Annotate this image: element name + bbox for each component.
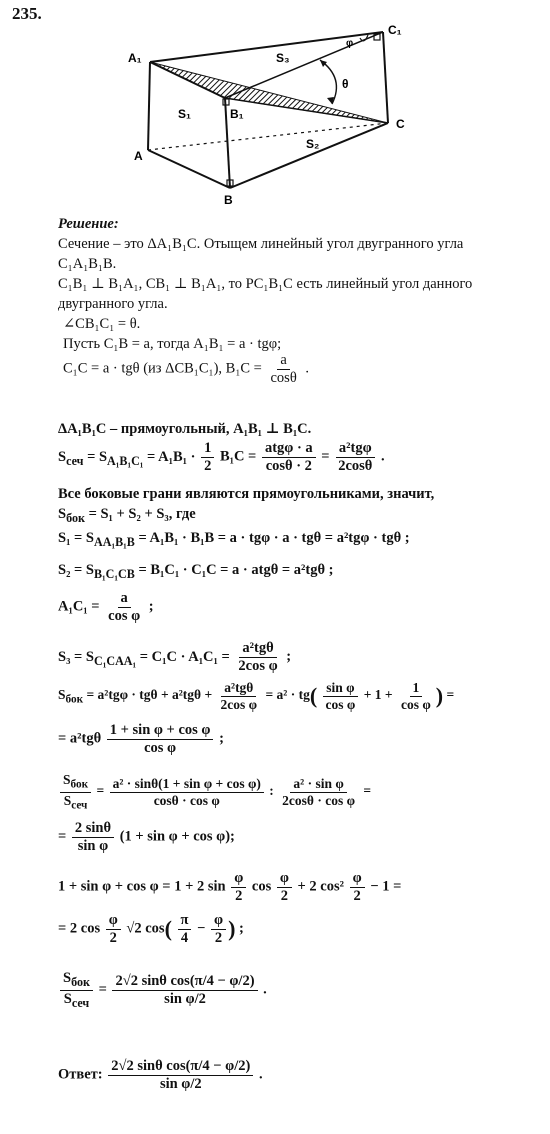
line-21: = 2 cos $\frac{\varphi}{2}$ √2 cos( $\frac{\pi}{4}$ − $\frac{\varphi}{2}$ ) ; [58,912,244,946]
line-7: C₁C = a · tgθ (из ΔCB₁C₁), B₁C = $\frac{a}{\cos\theta}$ . [63,352,310,386]
line-9: $S_{сеч} = S_{A_1B_1C_1} = A_1B_1$ · $\frac{1}{2}$ B₁C = $\frac{\text{atgφ · a}}{\cos\theta \cdot 2}$ = $\frac{\text{a²tgφ}}{2\cos\theta}$ . [58,440,385,474]
line-9-text: $S_{сеч} = S_{A_1B_1C_1} = A_1B_1$ · [58,448,196,468]
edge-b-c [230,123,388,188]
label-c1: C₁ [388,23,402,37]
label-a: A [134,149,143,163]
label-theta: θ [342,77,349,91]
label-s3: S₃ [276,51,290,65]
answer-label: Ответ: [58,1066,103,1083]
edge-a-b [148,150,230,188]
problem-number: 235. [12,4,42,23]
line-10: Все боковые грани являются прямоугольниками, значит, [58,486,435,502]
label-c: C [396,117,405,131]
edge-a1-a [148,62,150,150]
line-15: $S_3 = S_{C_1CAA_1} = C_1C \cdot A_1C_1$ = $\frac{\text{a²tgθ}}{\text{2cos φ}}$ ; [58,640,292,674]
solution-heading: Решение: [58,216,119,232]
line-20: 1 + sin φ + cos φ = 1 + 2 sin $\frac{\varphi}{2}$ cos $\frac{\varphi}{2}$ + 2 cos² $\frac{\varphi}{2}$ − 1 = [58,870,402,904]
label-phi: φ [346,38,354,49]
label-a1: A₁ [128,51,142,65]
line-19: = $\frac{2 \sin\theta}{\text{sin φ}}$ (1 + sin φ + cos φ); [58,820,235,854]
line-16: $S_{бок} = a^2tg\varphi \cdot tg\theta + a^2tg\theta$ + $\frac{\text{a²tgθ}}{\text{2cos φ}}$ = a² · tg( $\frac{\text{sin φ}}{\text{cos φ}}$ + 1 + $\frac{1}{\text{cos φ}}$ ) = [58,680,455,712]
line-14: A₁C₁ = $\frac{a}{\text{cos φ}}$ ; [58,590,154,624]
line-7-text: C₁C = a · tgθ (из ΔCB₁C₁), B₁C = [63,360,262,377]
edge-a-c-hidden [148,123,388,150]
line-8: ΔA₁B₁C – прямоугольный, A₁B₁ ⊥ B₁C. [58,421,312,437]
line-12: $S_1 = S_{AA_1B_1B} = A_1B_1 \cdot B_1B = a \cdot tg\varphi \cdot a \cdot tg\theta = a^2tg\varphi \cdot tg\theta$ ; [58,530,410,549]
line-3: C₁B₁ ⊥ B₁A₁, CB₁ ⊥ B₁A₁, то PC₁B₁C есть линейный угол данного [58,276,473,292]
line-6: Пусть C₁B = a, тогда A₁B₁ = a · tgφ; [63,336,282,352]
line-2: C₁A₁B₁B. [58,256,117,272]
label-b: B [224,193,233,207]
line-17: = a²tgθ $\frac{\text{1 + sin φ + cos φ}}{\text{cos φ}}$ ; [58,722,224,756]
line-11: $S_{бок} = S_1 + S_2 + S_3$, где [58,506,196,525]
fraction: $\frac{a}{\cos\theta}$ [270,352,297,386]
prism-diagram [120,20,420,215]
label-s1: S₁ [178,107,191,121]
line-13: $S_2 = S_{B_1C_1CB} = B_1C_1 \cdot C_1C = a \cdot atg\theta = a^2tg\theta$ ; [58,562,334,581]
line-18: $\frac{S_{бок}}{S_{сеч}}$ = $\frac{\text{a² · sinθ(1 + sin φ + cos φ)}}{\text{cosθ · cos φ}}$ : $\frac{\text{a² · sin φ}}{\text{2cosθ · cos φ}}$ = [58,772,371,812]
line-4: двугранного угла. [58,296,168,312]
label-s2: S₂ [306,137,320,151]
answer: Ответ: $\frac{\text{2√2 sinθ cos(π/4 − φ/2)}}{\text{sin φ/2}}$ . [58,1058,263,1092]
edge-c1-c [383,32,388,123]
theta-arc [320,60,336,104]
line-22: $\frac{S_{бок}}{S_{сеч}}$ = $\frac{\text{2√2 sinθ cos(π/4 − φ/2)}}{\text{sin φ/2}}$ . [58,970,267,1011]
line-1: Сечение – это ΔA₁B₁C. Отыщем линейный угол двугранного угла [58,236,464,252]
line-5: ∠CB₁C₁ = θ. [63,316,141,332]
label-b1: B₁ [230,107,244,121]
